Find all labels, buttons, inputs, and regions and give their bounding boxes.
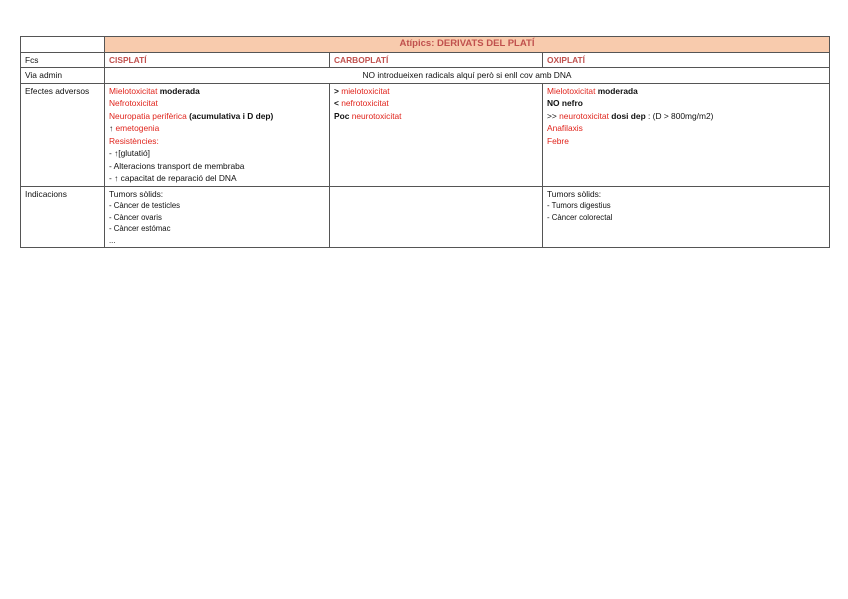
text: >	[334, 85, 342, 96]
efectes-carboplati	[330, 83, 543, 186]
text: Resistències:	[109, 135, 159, 146]
list-item: - Tumors digestius	[547, 201, 611, 210]
corner-cell	[21, 37, 105, 53]
title-row	[21, 37, 830, 53]
header-cisplati: CISPLATÍ	[105, 52, 330, 68]
indicacions-oxiplati	[543, 186, 830, 248]
text: Anafilaxis	[547, 123, 583, 133]
efectes-oxiplati	[543, 83, 830, 186]
text: mielotoxicitat	[341, 85, 390, 96]
text: moderada	[595, 85, 638, 96]
row-label-via-admin: Via admin	[21, 68, 105, 84]
efectes-row	[21, 83, 830, 186]
text: - ↑ capacitat de reparació del DNA	[109, 173, 237, 183]
text: Mielotoxicitat	[547, 85, 596, 96]
header-oxiplati: OXIPLATÍ	[543, 52, 830, 68]
text: : (D > 800mg/m2)	[645, 110, 714, 121]
list-item: - Càncer de testicles	[109, 201, 181, 210]
list-item: - Càncer estómac	[109, 224, 171, 233]
fcs-row	[21, 52, 830, 68]
indicacions-carboplati	[330, 186, 543, 248]
text: NO nefro	[547, 98, 583, 108]
header-carboplati: CARBOPLATÍ	[330, 52, 543, 68]
text: - ↑[glutatió]	[109, 148, 150, 158]
platinum-derivatives-table	[20, 36, 830, 248]
text: >>	[547, 110, 560, 121]
text: nefrotoxicitat	[341, 98, 389, 108]
row-label-efectes: Efectes adversos	[21, 83, 105, 186]
text: Neuropatia perifèrica	[109, 110, 187, 121]
text: Tumors sòlids:	[109, 188, 164, 199]
via-admin-row	[21, 68, 830, 84]
row-label-fcs: Fcs	[21, 52, 105, 68]
up-arrow-icon: ↑	[109, 123, 116, 133]
list-item: - Càncer colorectal	[547, 212, 613, 222]
table-title: Atípics: DERIVATS DEL PLATÍ	[105, 37, 830, 53]
text: - Alteracions transport de membraba	[109, 160, 245, 171]
row-label-indicacions: Indicacions	[21, 186, 105, 248]
indicacions-cisplati	[105, 186, 330, 248]
text: emetogenia	[115, 123, 160, 133]
list-item: ...	[109, 235, 116, 245]
text: Nefrotoxicitat	[109, 98, 158, 108]
text: moderada	[157, 85, 200, 96]
text: (acumulativa i D dep)	[186, 110, 274, 121]
via-admin-text: NO introdueixen radicals alquí però si enll cov amb DNA	[105, 68, 830, 84]
text: Poc	[334, 110, 352, 121]
text: Mielotoxicitat	[109, 85, 158, 96]
text: Febre	[547, 135, 569, 146]
efectes-cisplati	[105, 83, 330, 186]
text: dosi dep	[608, 110, 646, 121]
text: <	[334, 98, 342, 108]
text: neurotoxicitat	[351, 110, 402, 121]
indicacions-row	[21, 186, 830, 248]
list-item: - Càncer ovaris	[109, 212, 162, 222]
text: neurotoxicitat	[559, 110, 609, 121]
text: Tumors sòlids:	[547, 188, 602, 199]
